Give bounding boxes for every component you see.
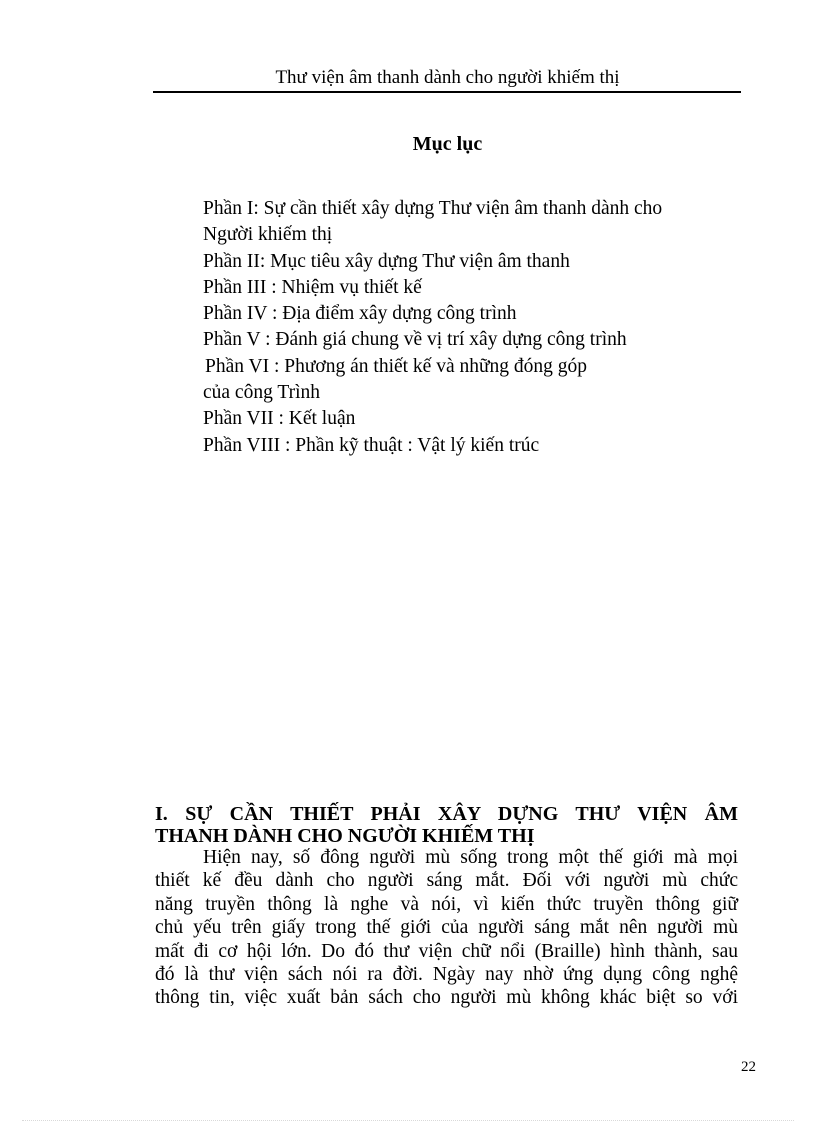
section-heading-line: I. SỰ CẦN THIẾT PHẢI XÂY DỰNG THƯ VIỆN ÂM <box>155 803 738 825</box>
page-number: 22 <box>741 1059 756 1075</box>
toc-item: Phần III : Nhiệm vụ thiết kế <box>203 276 422 298</box>
toc-item: Phần VIII : Phần kỹ thuật : Vật lý kiến trúc <box>203 434 540 456</box>
section-heading-line: THANH DÀNH CHO NGƯỜI KHIẾM THỊ <box>155 825 535 847</box>
toc-item: Phần V : Đánh giá chung về vị trí xây dựng công trình <box>203 329 627 351</box>
section-body-paragraph <box>155 846 738 1010</box>
paragraph-line: Hiện nay, số đông người mù sống trong một thế giới mà mọi <box>203 847 738 868</box>
toc-item: Phần II: Mục tiêu xây dựng Thư viện âm thanh <box>203 250 570 272</box>
section-heading <box>155 803 738 847</box>
header-rule <box>153 91 741 93</box>
running-header-title: Thư viện âm thanh dành cho người khiếm thị <box>275 67 620 88</box>
toc-item: Phần I: Sự cần thiết xây dựng Thư viện âm thanh dành cho <box>203 198 663 219</box>
toc-item: Phần VI : Phương án thiết kế và những đóng góp <box>205 355 588 377</box>
toc-item-continuation: của công Trình <box>203 382 320 404</box>
paragraph-line: thiết kế đều dành cho người sáng mắt. Đối với người mù chức <box>155 870 738 892</box>
paragraph-line: năng truyền thông là nghe và nói, vì kiến thức truyền thông giữ <box>155 893 738 915</box>
toc-list <box>203 196 743 459</box>
paragraph-line: chủ yếu trên giấy trong thế giới của người sáng mắt nên người mù <box>155 917 738 939</box>
page-edge-divider <box>22 1120 794 1121</box>
toc-item: Phần VII : Kết luận <box>203 408 356 430</box>
paragraph-line: thông tin, việc xuất bản sách cho người mù không khác biệt so với <box>155 987 738 1009</box>
paragraph-line: mất đi cơ hội lớn. Do đó thư viện chữ nổi (Braille) hình thành, sau <box>155 940 738 962</box>
toc-title: Mục lục <box>412 133 483 155</box>
toc-item-continuation: Người khiếm thị <box>203 224 333 246</box>
paragraph-line: đó là thư viện sách nói ra đời. Ngày nay nhờ ứng dụng công nghệ <box>155 964 738 986</box>
toc-item: Phần IV : Địa điểm xây dựng công trình <box>203 303 517 325</box>
